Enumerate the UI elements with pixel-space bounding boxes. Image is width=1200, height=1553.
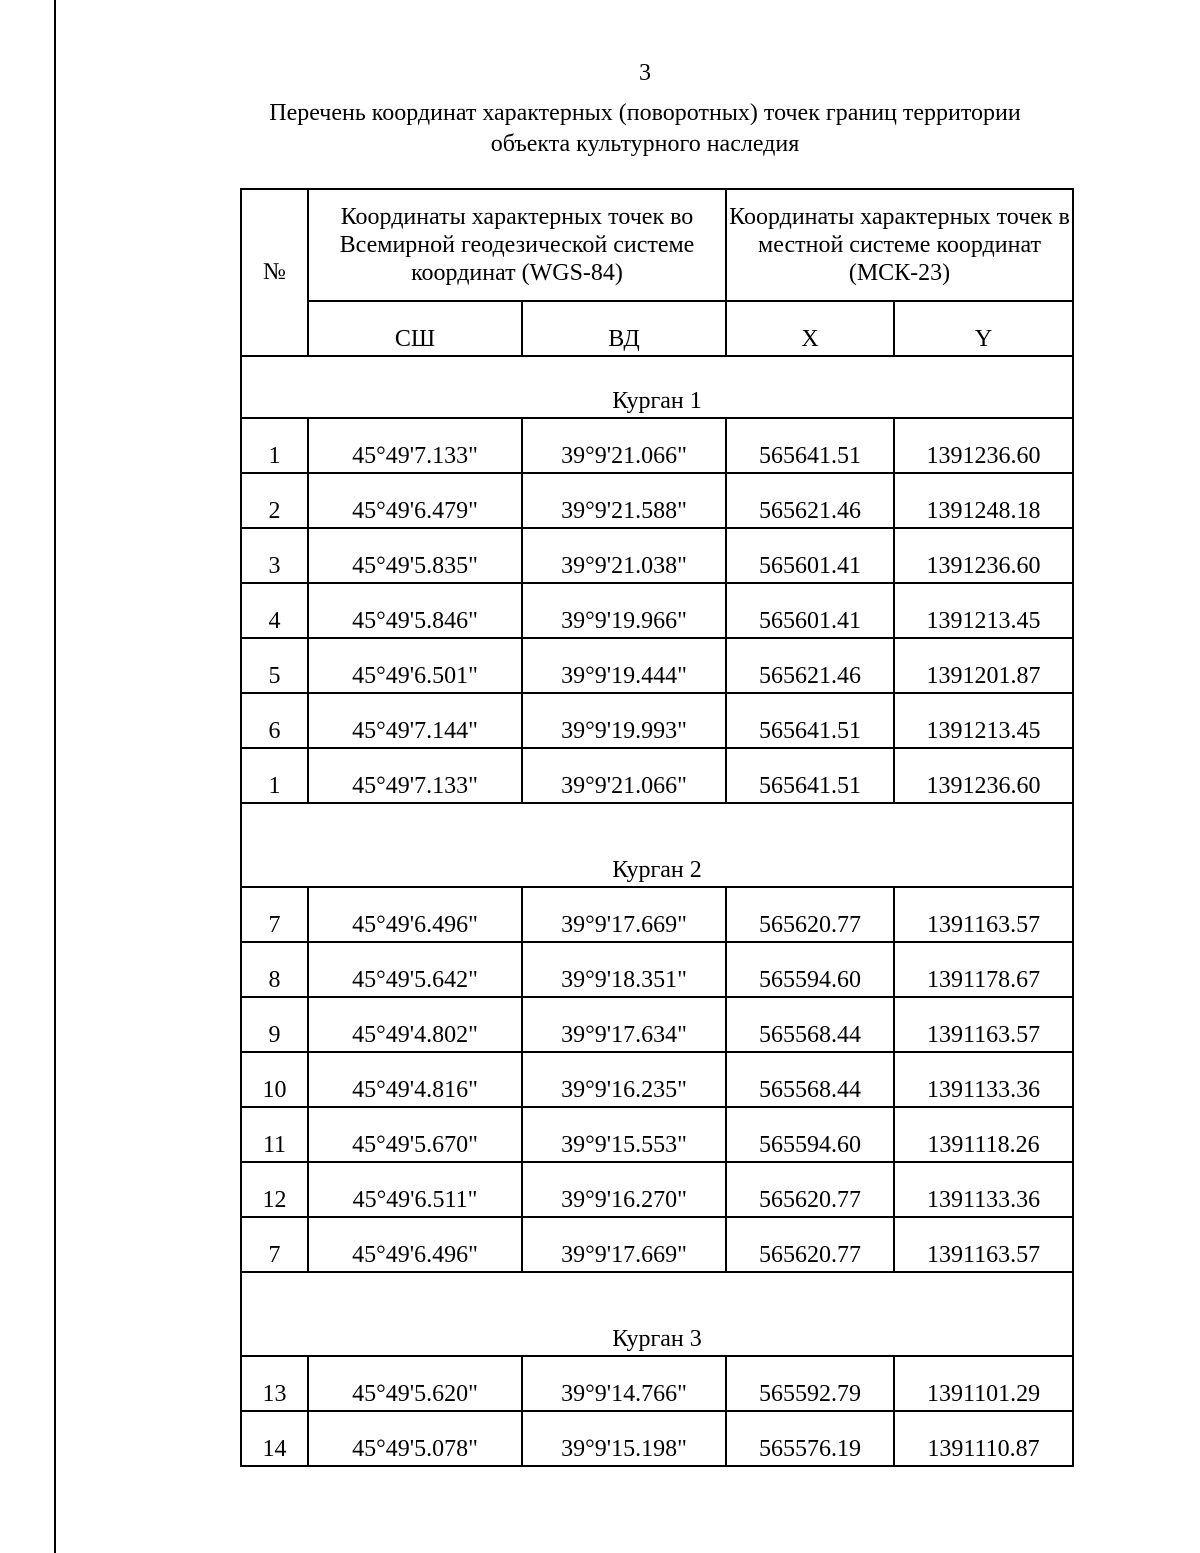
table-row bbox=[241, 528, 1073, 583]
x-cell: 565568.44 bbox=[726, 997, 894, 1052]
y-cell: 1391248.18 bbox=[894, 473, 1073, 528]
table-row bbox=[241, 418, 1073, 473]
longitude-cell: 39°9'16.235" bbox=[522, 1052, 726, 1107]
y-cell: 1391163.57 bbox=[894, 1217, 1073, 1272]
table-row bbox=[241, 583, 1073, 638]
x-cell: 565576.19 bbox=[726, 1411, 894, 1466]
latitude-cell: 45°49'5.078" bbox=[308, 1411, 522, 1466]
y-cell: 1391163.57 bbox=[894, 997, 1073, 1052]
longitude-cell: 39°9'15.198" bbox=[522, 1411, 726, 1466]
point-number-cell: 6 bbox=[241, 693, 308, 748]
y-cell: 1391133.36 bbox=[894, 1162, 1073, 1217]
point-number-cell: 4 bbox=[241, 583, 308, 638]
y-cell: 1391118.26 bbox=[894, 1107, 1073, 1162]
latitude-cell: 45°49'6.511" bbox=[308, 1162, 522, 1217]
point-number-cell: 8 bbox=[241, 942, 308, 997]
longitude-cell: 39°9'18.351" bbox=[522, 942, 726, 997]
longitude-cell: 39°9'21.066" bbox=[522, 748, 726, 803]
y-cell: 1391236.60 bbox=[894, 748, 1073, 803]
y-cell: 1391213.45 bbox=[894, 583, 1073, 638]
x-cell: 565568.44 bbox=[726, 1052, 894, 1107]
table-row bbox=[241, 1411, 1073, 1466]
y-cell: 1391201.87 bbox=[894, 638, 1073, 693]
table-row bbox=[241, 748, 1073, 803]
point-number-cell: 7 bbox=[241, 887, 308, 942]
latitude-cell: 45°49'7.133" bbox=[308, 418, 522, 473]
point-number-cell: 13 bbox=[241, 1356, 308, 1411]
latitude-cell: 45°49'5.670" bbox=[308, 1107, 522, 1162]
latitude-cell: 45°49'5.620" bbox=[308, 1356, 522, 1411]
y-cell: 1391101.29 bbox=[894, 1356, 1073, 1411]
latitude-cell: 45°49'7.133" bbox=[308, 748, 522, 803]
x-cell: 565601.41 bbox=[726, 583, 894, 638]
longitude-cell: 39°9'17.669" bbox=[522, 1217, 726, 1272]
header-longitude: ВД bbox=[522, 301, 726, 356]
section-title: Курган 2 bbox=[241, 803, 1073, 887]
title-line-1: Перечень координат характерных (поворотных) точек границ территории bbox=[269, 100, 1021, 126]
header-y: Y bbox=[894, 301, 1073, 356]
latitude-cell: 45°49'6.479" bbox=[308, 473, 522, 528]
point-number-cell: 10 bbox=[241, 1052, 308, 1107]
point-number-cell: 5 bbox=[241, 638, 308, 693]
x-cell: 565620.77 bbox=[726, 1162, 894, 1217]
point-number-cell: 14 bbox=[241, 1411, 308, 1466]
longitude-cell: 39°9'16.270" bbox=[522, 1162, 726, 1217]
latitude-cell: 45°49'4.816" bbox=[308, 1052, 522, 1107]
header-x: X bbox=[726, 301, 894, 356]
section-row bbox=[241, 1272, 1073, 1356]
longitude-cell: 39°9'17.634" bbox=[522, 997, 726, 1052]
longitude-cell: 39°9'19.444" bbox=[522, 638, 726, 693]
point-number-cell: 9 bbox=[241, 997, 308, 1052]
x-cell: 565601.41 bbox=[726, 528, 894, 583]
table-body bbox=[241, 356, 1073, 1466]
point-number-cell: 3 bbox=[241, 528, 308, 583]
table-subheader-row bbox=[241, 301, 1073, 356]
point-number-cell: 12 bbox=[241, 1162, 308, 1217]
table-row bbox=[241, 1217, 1073, 1272]
latitude-cell: 45°49'5.642" bbox=[308, 942, 522, 997]
latitude-cell: 45°49'6.501" bbox=[308, 638, 522, 693]
table-row bbox=[241, 1356, 1073, 1411]
table-row bbox=[241, 473, 1073, 528]
latitude-cell: 45°49'7.144" bbox=[308, 693, 522, 748]
y-cell: 1391236.60 bbox=[894, 528, 1073, 583]
y-cell: 1391213.45 bbox=[894, 693, 1073, 748]
x-cell: 565641.51 bbox=[726, 418, 894, 473]
header-number: № bbox=[241, 189, 308, 356]
x-cell: 565592.79 bbox=[726, 1356, 894, 1411]
table-row bbox=[241, 693, 1073, 748]
table-row bbox=[241, 1162, 1073, 1217]
title-line-2: объекта культурного наследия bbox=[490, 131, 800, 157]
longitude-cell: 39°9'21.038" bbox=[522, 528, 726, 583]
point-number-cell: 7 bbox=[241, 1217, 308, 1272]
table-row bbox=[241, 638, 1073, 693]
section-row bbox=[241, 803, 1073, 887]
y-cell: 1391163.57 bbox=[894, 887, 1073, 942]
header-msk23: Координаты характерных точек в местной системе координат (МСК-23) bbox=[726, 189, 1073, 301]
point-number-cell: 1 bbox=[241, 748, 308, 803]
table-header-row bbox=[241, 189, 1073, 301]
table-row bbox=[241, 1107, 1073, 1162]
latitude-cell: 45°49'5.835" bbox=[308, 528, 522, 583]
latitude-cell: 45°49'5.846" bbox=[308, 583, 522, 638]
header-latitude: СШ bbox=[308, 301, 522, 356]
longitude-cell: 39°9'17.669" bbox=[522, 887, 726, 942]
longitude-cell: 39°9'19.993" bbox=[522, 693, 726, 748]
longitude-cell: 39°9'19.966" bbox=[522, 583, 726, 638]
x-cell: 565621.46 bbox=[726, 638, 894, 693]
x-cell: 565641.51 bbox=[726, 748, 894, 803]
latitude-cell: 45°49'4.802" bbox=[308, 997, 522, 1052]
section-title: Курган 1 bbox=[241, 356, 1073, 418]
point-number-cell: 11 bbox=[241, 1107, 308, 1162]
coordinates-table bbox=[240, 188, 1074, 1467]
y-cell: 1391178.67 bbox=[894, 942, 1073, 997]
point-number-cell: 1 bbox=[241, 418, 308, 473]
longitude-cell: 39°9'21.066" bbox=[522, 418, 726, 473]
table-row bbox=[241, 942, 1073, 997]
longitude-cell: 39°9'14.766" bbox=[522, 1356, 726, 1411]
y-cell: 1391110.87 bbox=[894, 1411, 1073, 1466]
header-wgs84: Координаты характерных точек во Всемирной геодезической системе координат (WGS-84) bbox=[308, 189, 726, 301]
page-number: 3 bbox=[639, 60, 651, 86]
section-row bbox=[241, 356, 1073, 418]
y-cell: 1391133.36 bbox=[894, 1052, 1073, 1107]
x-cell: 565620.77 bbox=[726, 1217, 894, 1272]
table-row bbox=[241, 887, 1073, 942]
table-row bbox=[241, 997, 1073, 1052]
latitude-cell: 45°49'6.496" bbox=[308, 887, 522, 942]
x-cell: 565621.46 bbox=[726, 473, 894, 528]
x-cell: 565620.77 bbox=[726, 887, 894, 942]
section-title: Курган 3 bbox=[241, 1272, 1073, 1356]
longitude-cell: 39°9'15.553" bbox=[522, 1107, 726, 1162]
longitude-cell: 39°9'21.588" bbox=[522, 473, 726, 528]
x-cell: 565594.60 bbox=[726, 1107, 894, 1162]
document-title bbox=[230, 98, 1060, 160]
left-margin-line bbox=[54, 0, 56, 1553]
latitude-cell: 45°49'6.496" bbox=[308, 1217, 522, 1272]
point-number-cell: 2 bbox=[241, 473, 308, 528]
x-cell: 565641.51 bbox=[726, 693, 894, 748]
y-cell: 1391236.60 bbox=[894, 418, 1073, 473]
x-cell: 565594.60 bbox=[726, 942, 894, 997]
table-row bbox=[241, 1052, 1073, 1107]
